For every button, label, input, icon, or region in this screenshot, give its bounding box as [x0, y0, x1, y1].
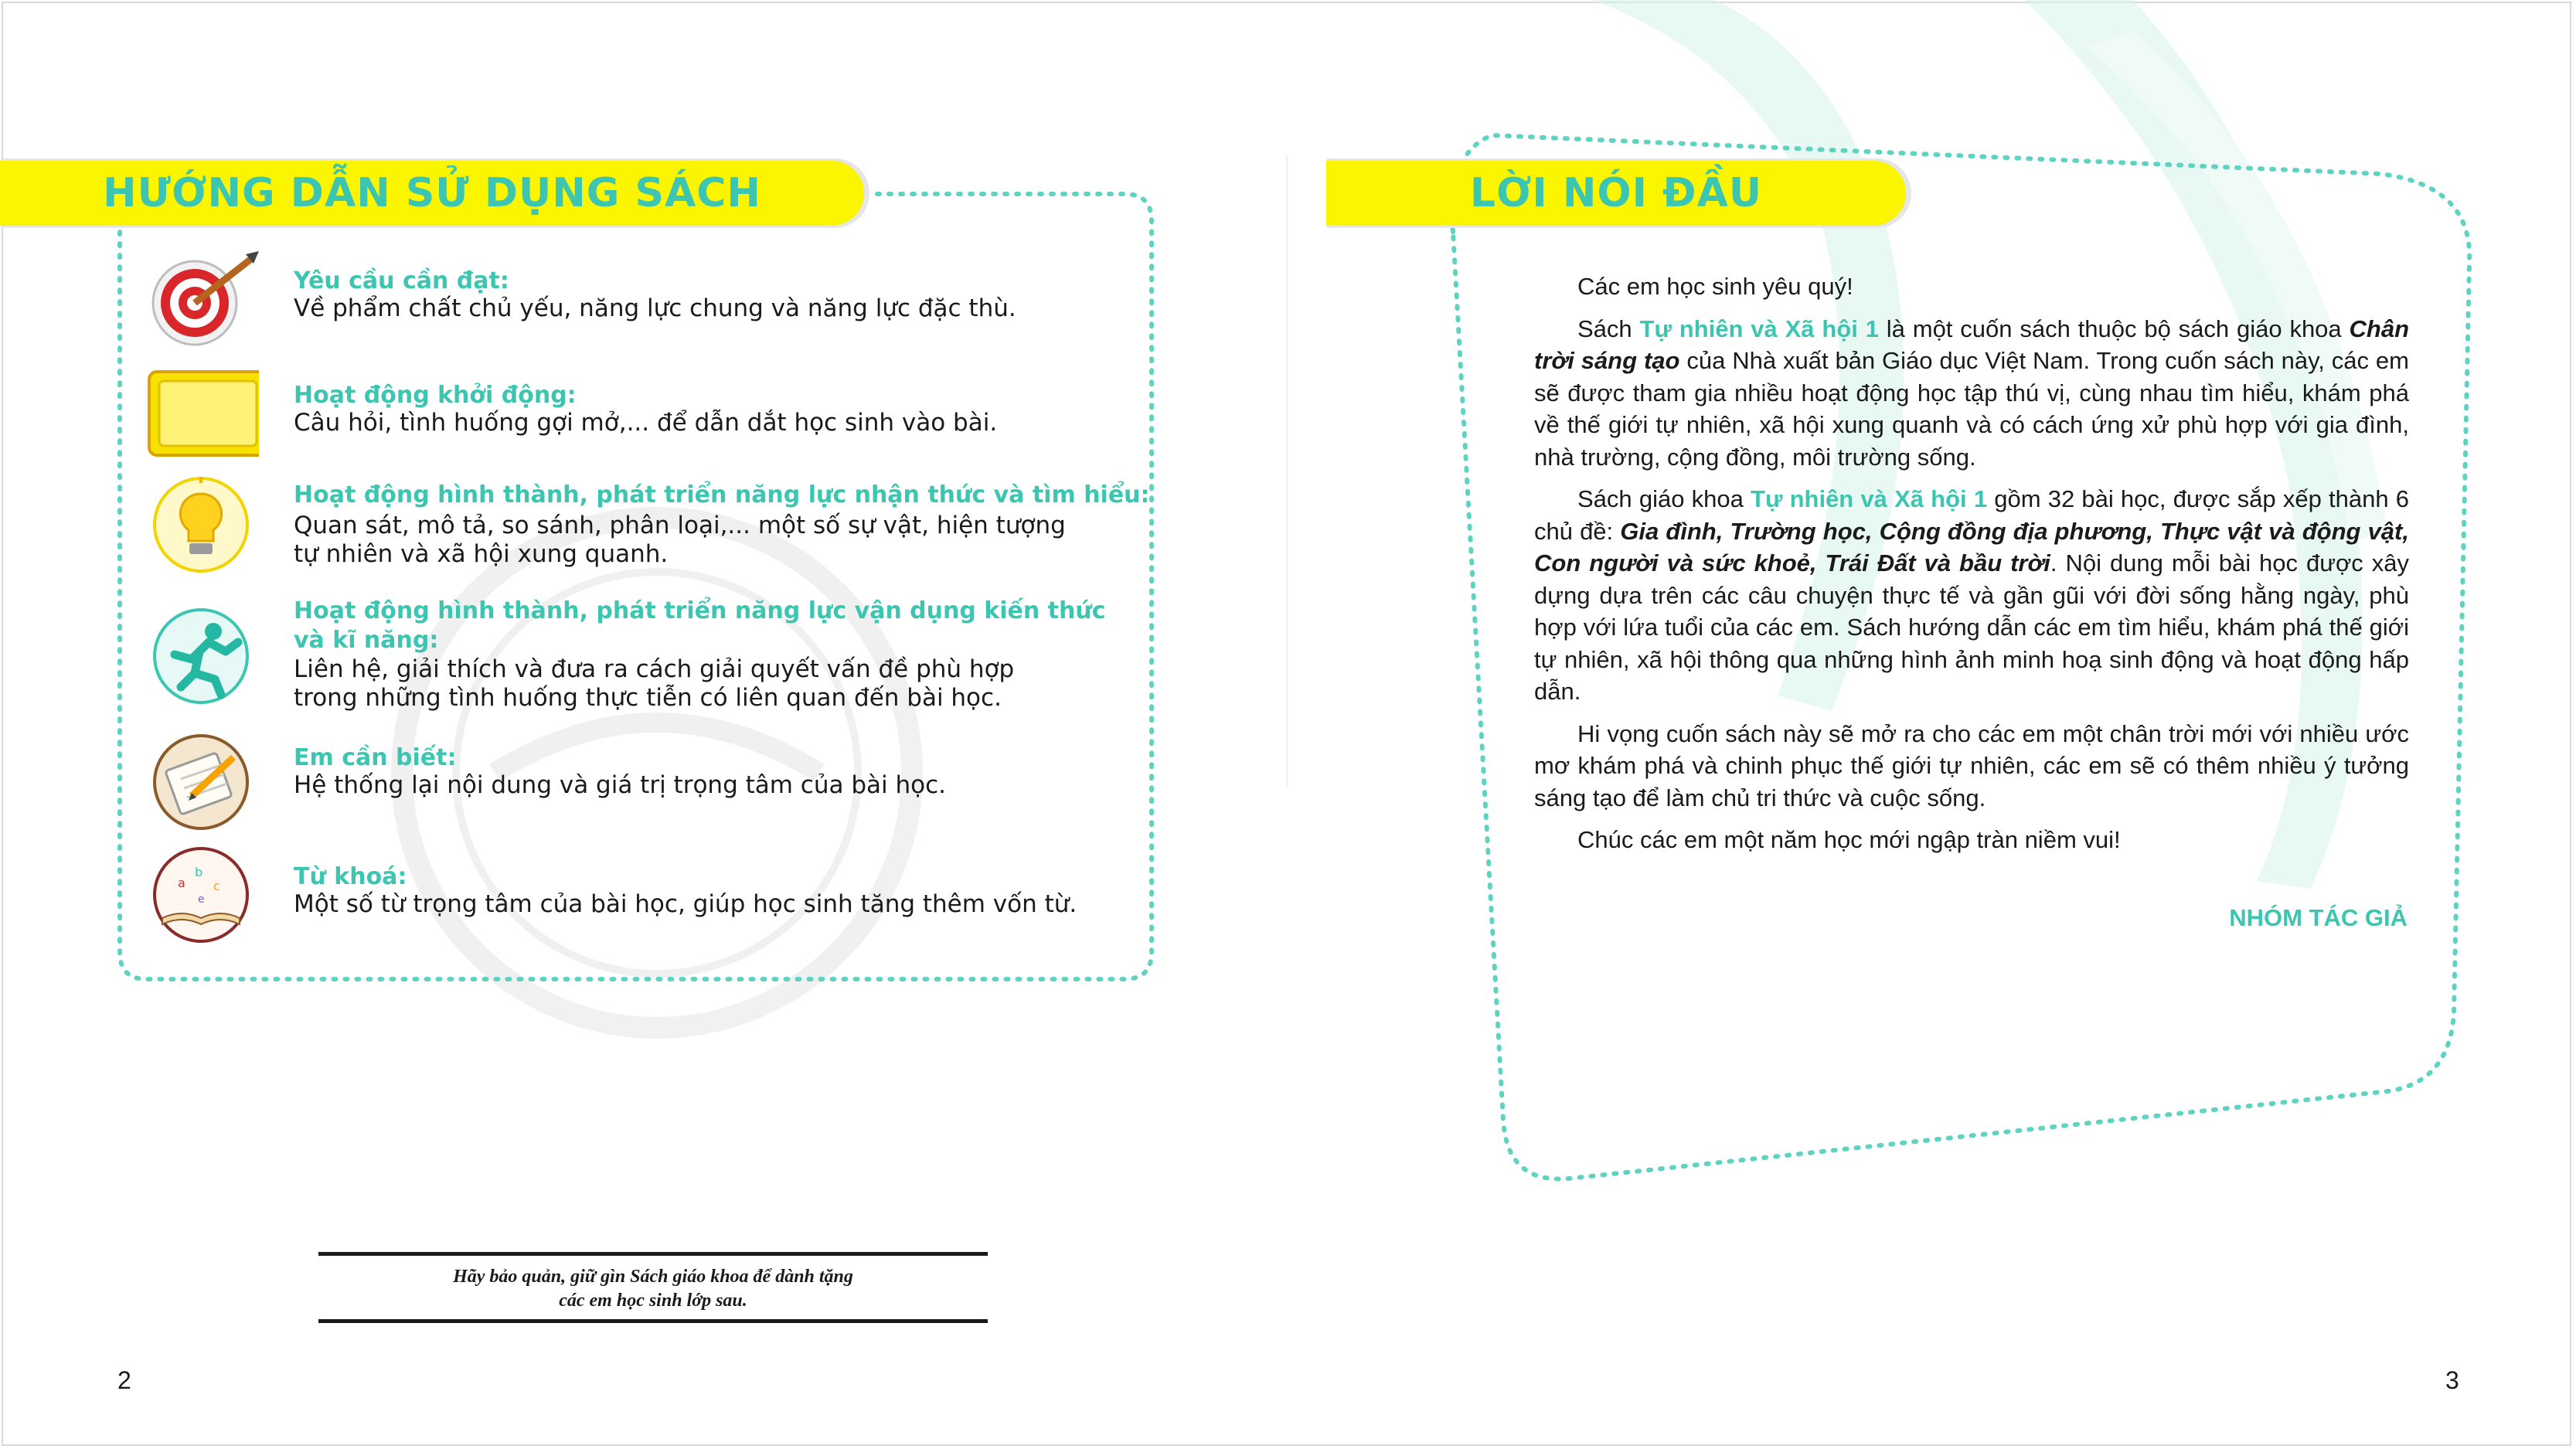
- description-line: tự nhiên và xã hội xung quanh.: [294, 540, 669, 568]
- preface-paragraph-3: Hi vọng cuốn sách này sẽ mở ra cho các em một chân trời mới với nhiều ước mơ khám phá và chinh phục thế giới tự nhiên, các em sẽ có thêm nhiều ý tưởng sáng tạo để làm chủ tri thức và cuộc sống.: [1534, 719, 2409, 811]
- series-name: Chân trời sáng tạo: [1534, 315, 2410, 374]
- yellow-frame-icon: [147, 366, 259, 462]
- text-run: là một cuốn sách thuộc bộ sách giáo khoa: [1878, 315, 2350, 342]
- svg-text:c: c: [213, 879, 220, 893]
- preface-paragraph-1: [1534, 313, 2409, 474]
- author-signature: NHÓM TÁC GIẢ: [2229, 904, 2408, 931]
- target-icon: [147, 251, 259, 348]
- svg-text:b: b: [195, 865, 203, 879]
- open-book-icon: [147, 847, 259, 944]
- page-number-right: 3: [2445, 1366, 2459, 1394]
- description-line: Quan sát, mô tả, so sánh, phân loại,... một số sự vật, hiện tượng: [294, 512, 1066, 539]
- preface-heading: LỜI NÓI ĐẦU: [1469, 170, 1763, 216]
- description-line: trong những tình huống thực tiễn có liên quan đến bài học.: [294, 684, 1002, 712]
- note-line: Hãy bảo quản, giữ gìn Sách giáo khoa để dành tặng: [453, 1267, 853, 1287]
- note-line: các em học sinh lớp sau.: [559, 1291, 747, 1311]
- lightbulb-icon: [147, 477, 259, 573]
- item-title: Yêu cầu cần đạt:: [294, 267, 509, 294]
- item-description: Hệ thống lại nội dung và giá trị trọng tâm của bài học.: [294, 771, 946, 799]
- item-description: Về phẩm chất chủ yếu, năng lực chung và năng lực đặc thù.: [294, 294, 1016, 322]
- svg-text:a: a: [178, 876, 185, 890]
- preservation-note: [318, 1252, 988, 1323]
- notepad-pencil-icon: [147, 734, 259, 831]
- preface-greeting: Các em học sinh yêu quý!: [1577, 273, 1853, 300]
- item-title: Từ khoá:: [294, 863, 407, 890]
- item-description: [294, 512, 1291, 569]
- book-title-highlight: Tự nhiên và Xã hội 1: [1751, 485, 1988, 512]
- item-title: Em cần biết:: [294, 744, 457, 771]
- text-run: của Nhà xuất bản Giáo dục Việt Nam. Trong cuốn sách này, các em sẽ được tham gia nhiều hoạt động học tập thú vị, cùng nhau tìm hiểu, khám phá về thế giới tự nhiên, xã hội xung quanh và có cách ứng xử phù hợp với gia đình, nhà trường, cộng đồng, môi trường sống.: [1534, 347, 2409, 471]
- description-line: Liên hệ, giải thích và đưa ra cách giải quyết vấn đề phù hợp: [294, 655, 1015, 683]
- page-number-left: 2: [117, 1366, 131, 1394]
- item-title: Hoạt động hình thành, phát triển năng lực nhận thức và tìm hiểu:: [294, 481, 1150, 509]
- preface-heading-ribbon: [1326, 161, 1906, 226]
- text-run: . Nội dung mỗi bài học được xây dựng dựa trên các câu chuyện thực tế và gần gũi với đời sống hằng ngày, phù hợp với lứa tuổi của các em. Sách hướng dẫn các em tìm hiểu, khám phá thế giới tự nhiên, xã hội thông qua những hình ảnh minh hoạ sinh động và hoạt động hấp dẫn.: [1534, 549, 2409, 705]
- title-line: và kĩ năng:: [294, 627, 439, 654]
- guide-heading: HƯỚNG DẪN SỬ DỤNG SÁCH: [103, 170, 761, 216]
- topics-list: Gia đình, Trường học, Cộng đồng địa phương, Thực vật và động vật, Con người và sức khoẻ, Trái Đất và bầu trời: [1534, 517, 2409, 577]
- title-line: Hoạt động hình thành, phát triển năng lực vận dụng kiến thức: [294, 597, 1106, 624]
- running-person-icon: [147, 608, 259, 705]
- book-title-highlight: Tự nhiên và Xã hội 1: [1639, 315, 1879, 342]
- text-run: gồm 32 bài học, được sắp xếp thành 6 chủ đề:: [1534, 485, 2409, 545]
- guide-heading-ribbon: [0, 161, 864, 226]
- preface-paragraph-4: Chúc các em một năm học mới ngập tràn niềm vui!: [1577, 826, 2121, 853]
- preface-paragraph-2: [1534, 483, 2409, 708]
- item-description: Câu hỏi, tình huống gợi mở,... để dẫn dắt học sinh vào bài.: [294, 409, 998, 437]
- item-title: [294, 597, 1291, 655]
- item-title: Hoạt động khởi động:: [294, 382, 577, 409]
- text-run: Sách giáo khoa: [1577, 485, 1751, 512]
- preface-text: [1534, 270, 2409, 866]
- text-run: Sách: [1577, 315, 1640, 342]
- item-description: Một số từ trọng tâm của bài học, giúp học sinh tăng thêm vốn từ.: [294, 890, 1077, 918]
- svg-text:e: e: [198, 893, 205, 906]
- item-description: [294, 655, 1291, 713]
